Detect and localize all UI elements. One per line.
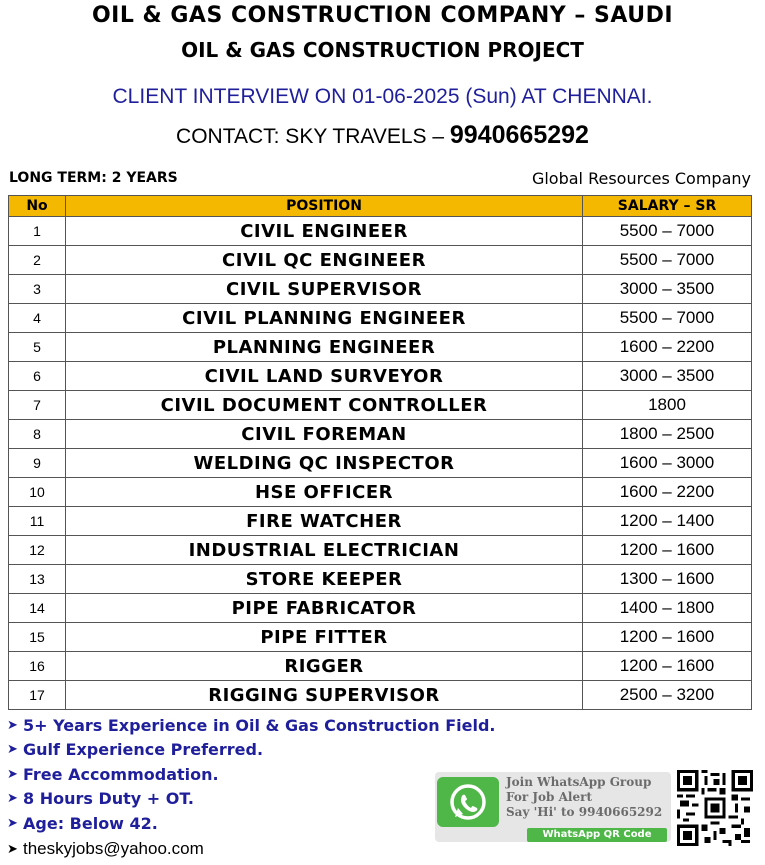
row-no: 10 xyxy=(9,478,66,507)
table-row xyxy=(9,623,752,652)
arrow-right-icon: ➤ xyxy=(7,841,18,856)
row-salary: 1300 – 1600 xyxy=(583,565,752,594)
row-no: 16 xyxy=(9,652,66,681)
list-item xyxy=(7,787,496,812)
row-position: STORE KEEPER xyxy=(66,565,583,594)
row-no: 15 xyxy=(9,623,66,652)
header-salary: SALARY – SR xyxy=(583,196,752,217)
row-salary: 1600 – 2200 xyxy=(583,478,752,507)
row-no: 4 xyxy=(9,304,66,333)
row-salary: 1200 – 1600 xyxy=(583,536,752,565)
project-subtitle: OIL & GAS CONSTRUCTION PROJECT xyxy=(181,38,584,62)
row-no: 17 xyxy=(9,681,66,710)
row-position: PIPE FITTER xyxy=(66,623,583,652)
row-salary: 1400 – 1800 xyxy=(583,594,752,623)
table-row xyxy=(9,217,752,246)
row-salary: 1600 – 2200 xyxy=(583,333,752,362)
requirement-text: Free Accommodation. xyxy=(23,764,219,784)
arrow-right-icon: ➤ xyxy=(7,791,18,807)
whatsapp-line3: Say 'Hi' to 9940665292 xyxy=(506,805,663,819)
row-position: RIGGER xyxy=(66,652,583,681)
arrow-right-icon: ➤ xyxy=(7,766,18,782)
table-row xyxy=(9,594,752,623)
table-row xyxy=(9,536,752,565)
email-link[interactable]: theskyjobs@yahoo.com xyxy=(23,839,204,858)
row-position: PIPE FABRICATOR xyxy=(66,594,583,623)
row-no: 3 xyxy=(9,275,66,304)
table-row xyxy=(9,507,752,536)
requirement-text: 5+ Years Experience in Oil & Gas Construction Field. xyxy=(23,715,496,735)
row-no: 11 xyxy=(9,507,66,536)
row-salary: 5500 – 7000 xyxy=(583,304,752,333)
whatsapp-text xyxy=(506,775,662,820)
row-no: 2 xyxy=(9,246,66,275)
row-salary: 3000 – 3500 xyxy=(583,275,752,304)
row-salary: 5500 – 7000 xyxy=(583,246,752,275)
arrow-right-icon: ➤ xyxy=(7,815,18,831)
table-row xyxy=(9,362,752,391)
row-no: 5 xyxy=(9,333,66,362)
table-row xyxy=(9,681,752,710)
requirements-list xyxy=(7,713,496,836)
whatsapp-icon xyxy=(437,777,499,827)
row-no: 1 xyxy=(9,217,66,246)
row-position: RIGGING SUPERVISOR xyxy=(66,681,583,710)
arrow-right-icon: ➤ xyxy=(7,717,18,733)
contact-label: CONTACT: SKY TRAVELS – xyxy=(176,125,450,148)
row-position: CIVIL DOCUMENT CONTROLLER xyxy=(66,391,583,420)
company-title: OIL & GAS CONSTRUCTION COMPANY – SAUDI xyxy=(91,3,674,28)
contact-phone: 9940665292 xyxy=(449,121,589,149)
table-row xyxy=(9,275,752,304)
email-line xyxy=(7,839,204,859)
row-no: 9 xyxy=(9,449,66,478)
company-name: Global Resources Company xyxy=(531,169,751,188)
list-item xyxy=(7,738,496,763)
row-position: CIVIL LAND SURVEYOR xyxy=(66,362,583,391)
list-item xyxy=(7,713,496,738)
row-position: WELDING QC INSPECTOR xyxy=(66,449,583,478)
table-row xyxy=(9,246,752,275)
row-no: 8 xyxy=(9,420,66,449)
list-item xyxy=(7,762,496,787)
table-row xyxy=(9,333,752,362)
table-row xyxy=(9,420,752,449)
contact-line xyxy=(0,121,765,150)
row-position: CIVIL QC ENGINEER xyxy=(66,246,583,275)
whatsapp-line1: Join WhatsApp Group xyxy=(506,775,652,789)
arrow-right-icon: ➤ xyxy=(7,742,18,758)
list-item xyxy=(7,811,496,836)
row-position: CIVIL ENGINEER xyxy=(66,217,583,246)
row-position: CIVIL SUPERVISOR xyxy=(66,275,583,304)
interview-line: CLIENT INTERVIEW ON 01-06-2025 (Sun) AT CHENNAI. xyxy=(112,85,653,108)
positions-table xyxy=(8,195,752,710)
row-salary: 1600 – 3000 xyxy=(583,449,752,478)
row-position: PLANNING ENGINEER xyxy=(66,333,583,362)
requirement-text: 8 Hours Duty + OT. xyxy=(23,789,194,809)
table-row xyxy=(9,478,752,507)
row-no: 7 xyxy=(9,391,66,420)
table-row xyxy=(9,449,752,478)
qr-code-icon[interactable] xyxy=(677,770,753,846)
row-salary: 1800 – 2500 xyxy=(583,420,752,449)
table-header-row xyxy=(9,196,752,217)
table-row xyxy=(9,304,752,333)
row-no: 14 xyxy=(9,594,66,623)
whatsapp-line2: For Job Alert xyxy=(506,790,592,804)
row-no: 6 xyxy=(9,362,66,391)
table-row xyxy=(9,565,752,594)
row-salary: 1200 – 1400 xyxy=(583,507,752,536)
header-no: No xyxy=(9,196,66,217)
requirement-text: Age: Below 42. xyxy=(23,813,158,833)
header-position: POSITION xyxy=(66,196,583,217)
row-no: 13 xyxy=(9,565,66,594)
row-salary: 5500 – 7000 xyxy=(583,217,752,246)
row-salary: 3000 – 3500 xyxy=(583,362,752,391)
row-position: CIVIL PLANNING ENGINEER xyxy=(66,304,583,333)
table-row xyxy=(9,391,752,420)
row-salary: 1200 – 1600 xyxy=(583,623,752,652)
row-no: 12 xyxy=(9,536,66,565)
whatsapp-qr-label: WhatsApp QR Code xyxy=(527,828,667,842)
row-position: HSE OFFICER xyxy=(66,478,583,507)
row-salary: 1800 xyxy=(583,391,752,420)
row-salary: 1200 – 1600 xyxy=(583,652,752,681)
row-salary: 2500 – 3200 xyxy=(583,681,752,710)
table-row xyxy=(9,652,752,681)
row-position: INDUSTRIAL ELECTRICIAN xyxy=(66,536,583,565)
requirement-text: Gulf Experience Preferred. xyxy=(23,740,264,760)
term-label: LONG TERM: 2 YEARS xyxy=(9,170,178,186)
row-position: CIVIL FOREMAN xyxy=(66,420,583,449)
row-position: FIRE WATCHER xyxy=(66,507,583,536)
